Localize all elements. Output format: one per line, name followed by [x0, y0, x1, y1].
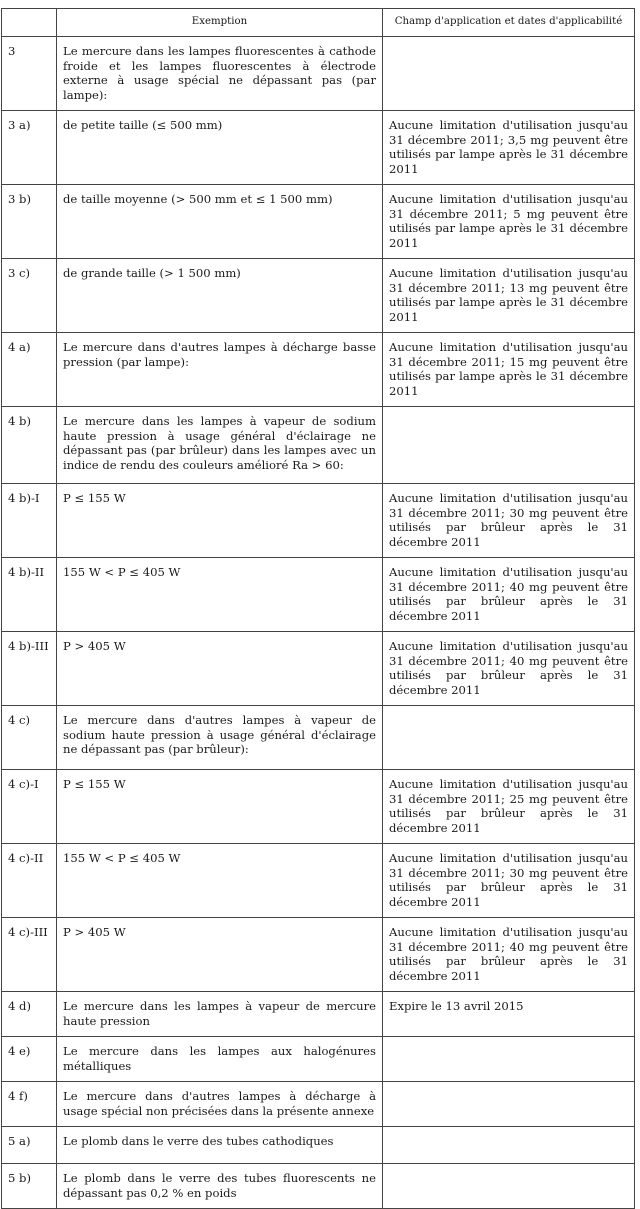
row-number: 4 f) [2, 1082, 57, 1127]
row-scope [383, 1164, 635, 1209]
table-row [2, 706, 635, 770]
row-exemption: Le mercure dans les lampes fluorescentes à cathode froide et les lampes fluorescentes à électrode externe à usage spécial ne dépassant pas (par lampe): [57, 37, 383, 111]
row-number: 3 [2, 37, 57, 111]
row-exemption: 155 W < P ≤ 405 W [57, 558, 383, 632]
row-number: 4 b)-III [2, 632, 57, 706]
row-number: 3 b) [2, 185, 57, 259]
row-number: 4 c)-III [2, 918, 57, 992]
row-scope: Aucune limitation d'utilisation jusqu'au 31 décembre 2011; 25 mg peuvent être utilisés par brûleur après le 31 décembre 2011 [383, 770, 635, 844]
row-number: 4 c)-II [2, 844, 57, 918]
row-scope: Aucune limitation d'utilisation jusqu'au 31 décembre 2011; 13 mg peuvent être utilisés par lampe après le 31 décembre 2011 [383, 259, 635, 333]
row-exemption: de petite taille (≤ 500 mm) [57, 111, 383, 185]
row-number: 4 b)-II [2, 558, 57, 632]
table-row [2, 558, 635, 632]
table-row [2, 1127, 635, 1164]
exemptions-table [1, 8, 635, 1209]
row-scope [383, 1082, 635, 1127]
row-exemption: Le plomb dans le verre des tubes fluorescents ne dépassant pas 0,2 % en poids [57, 1164, 383, 1209]
row-number: 4 d) [2, 992, 57, 1037]
table-row [2, 1037, 635, 1082]
row-scope: Aucune limitation d'utilisation jusqu'au 31 décembre 2011; 30 mg peuvent être utilisés par brûleur après le 31 décembre 2011 [383, 484, 635, 558]
row-exemption: P > 405 W [57, 632, 383, 706]
table-row [2, 484, 635, 558]
row-scope: Aucune limitation d'utilisation jusqu'au 31 décembre 2011; 40 mg peuvent être utilisés par brûleur après le 31 décembre 2011 [383, 918, 635, 992]
row-exemption: Le mercure dans les lampes à vapeur de mercure haute pression [57, 992, 383, 1037]
row-scope: Aucune limitation d'utilisation jusqu'au 31 décembre 2011; 5 mg peuvent être utilisés par lampe après le 31 décembre 2011 [383, 185, 635, 259]
table-row [2, 185, 635, 259]
table-row [2, 1164, 635, 1209]
row-exemption: P > 405 W [57, 918, 383, 992]
table-row [2, 918, 635, 992]
row-scope [383, 1037, 635, 1082]
table-row [2, 111, 635, 185]
row-number: 3 a) [2, 111, 57, 185]
row-scope: Aucune limitation d'utilisation jusqu'au 31 décembre 2011; 15 mg peuvent être utilisés par lampe après le 31 décembre 2011 [383, 333, 635, 407]
table-row [2, 1082, 635, 1127]
row-exemption: P ≤ 155 W [57, 770, 383, 844]
table-row [2, 37, 635, 111]
row-scope [383, 706, 635, 770]
row-exemption: Le mercure dans les lampes aux halogénures métalliques [57, 1037, 383, 1082]
header-number [2, 9, 57, 37]
row-number: 4 e) [2, 1037, 57, 1082]
row-number: 4 c) [2, 706, 57, 770]
row-scope [383, 1127, 635, 1164]
row-exemption: Le mercure dans d'autres lampes à vapeur de sodium haute pression à usage général d'éclairage ne dépassant pas (par brûleur): [57, 706, 383, 770]
row-exemption: Le mercure dans d'autres lampes à décharge à usage spécial non précisées dans la présente annexe [57, 1082, 383, 1127]
row-scope: Aucune limitation d'utilisation jusqu'au 31 décembre 2011; 30 mg peuvent être utilisés par brûleur après le 31 décembre 2011 [383, 844, 635, 918]
row-scope [383, 37, 635, 111]
row-scope: Expire le 13 avril 2015 [383, 992, 635, 1037]
row-scope: Aucune limitation d'utilisation jusqu'au 31 décembre 2011; 40 mg peuvent être utilisés par brûleur après le 31 décembre 2011 [383, 558, 635, 632]
header-exemption: Exemption [57, 9, 383, 37]
table-row [2, 844, 635, 918]
row-number: 3 c) [2, 259, 57, 333]
row-scope: Aucune limitation d'utilisation jusqu'au 31 décembre 2011; 40 mg peuvent être utilisés par brûleur après le 31 décembre 2011 [383, 632, 635, 706]
row-exemption: de taille moyenne (> 500 mm et ≤ 1 500 mm) [57, 185, 383, 259]
row-number: 4 b) [2, 407, 57, 484]
row-number: 4 a) [2, 333, 57, 407]
header-scope: Champ d'application et dates d'applicabilité [383, 9, 635, 37]
row-exemption: de grande taille (> 1 500 mm) [57, 259, 383, 333]
table-row [2, 632, 635, 706]
row-number: 4 c)-I [2, 770, 57, 844]
row-exemption: P ≤ 155 W [57, 484, 383, 558]
row-number: 5 b) [2, 1164, 57, 1209]
table-row [2, 333, 635, 407]
row-exemption: Le mercure dans les lampes à vapeur de sodium haute pression à usage général d'éclairage ne dépassant pas (par brûleur) dans les lampes avec un indice de rendu des couleurs amélioré Ra > 60: [57, 407, 383, 484]
table-row [2, 259, 635, 333]
row-exemption: 155 W < P ≤ 405 W [57, 844, 383, 918]
table-row [2, 407, 635, 484]
row-number: 5 a) [2, 1127, 57, 1164]
table-row [2, 992, 635, 1037]
row-number: 4 b)-I [2, 484, 57, 558]
row-exemption: Le mercure dans d'autres lampes à décharge basse pression (par lampe): [57, 333, 383, 407]
table-row [2, 770, 635, 844]
table-header-row [2, 9, 635, 37]
row-exemption: Le plomb dans le verre des tubes cathodiques [57, 1127, 383, 1164]
row-scope [383, 407, 635, 484]
row-scope: Aucune limitation d'utilisation jusqu'au 31 décembre 2011; 3,5 mg peuvent être utilisés par lampe après le 31 décembre 2011 [383, 111, 635, 185]
